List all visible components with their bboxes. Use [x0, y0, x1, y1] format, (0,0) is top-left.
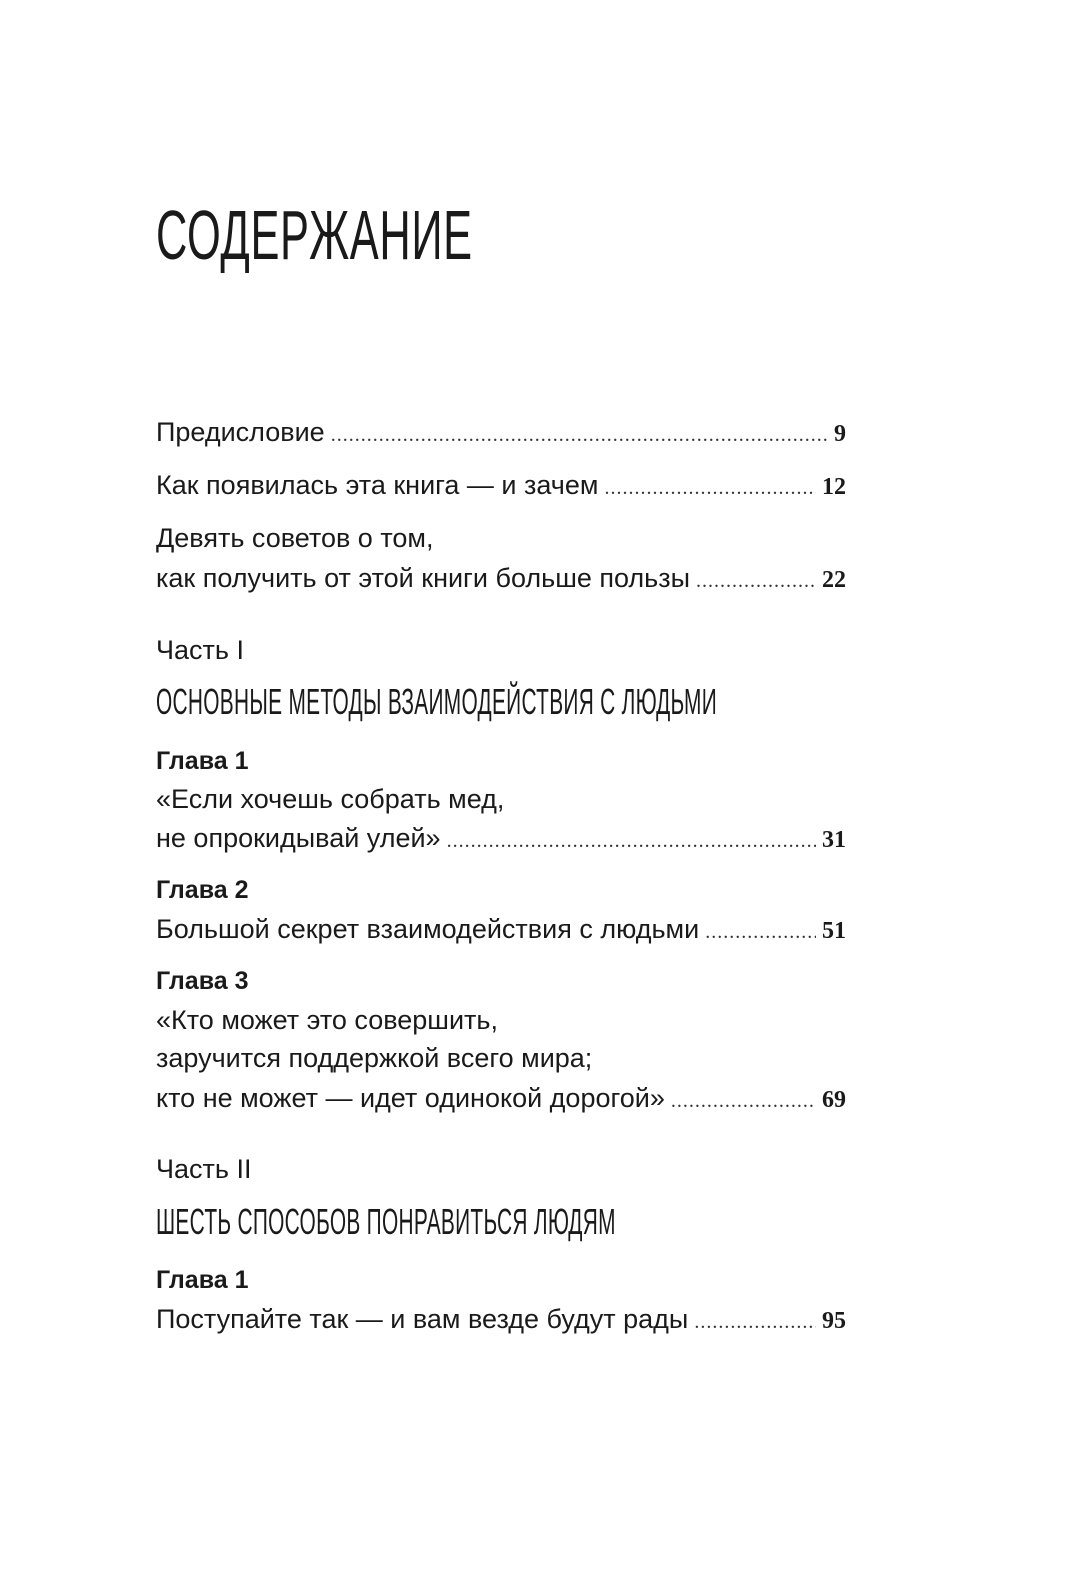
leader-dots	[696, 563, 816, 599]
part-1-chapter-3-label: Глава 3	[156, 967, 249, 995]
toc-entry-how-book-appeared[interactable]	[156, 467, 846, 506]
toc-entry-text: Поступайте так — и вам везде будут рады	[156, 1304, 689, 1334]
toc-page-number: 51	[822, 918, 846, 944]
toc-entry-part-2-chapter-1[interactable]	[156, 1301, 846, 1340]
toc-page-number: 31	[822, 827, 846, 853]
leader-dots	[447, 823, 816, 859]
part-1-chapter-3-line1: «Кто может это совершить,	[156, 1005, 498, 1035]
toc-page-number: 12	[822, 474, 846, 500]
toc-page-number: 69	[822, 1087, 846, 1113]
part-1-title: ОСНОВНЫЕ МЕТОДЫ ВЗАИМОДЕЙСТВИЯ С ЛЮДЬМИ	[156, 681, 718, 722]
toc-entry-text: кто не может — идет одинокой дорогой»	[156, 1083, 665, 1113]
part-2-label: Часть II	[156, 1154, 252, 1184]
toc-entry-text: Как появилась эта книга — и зачем	[156, 470, 599, 500]
toc-entry-part-1-chapter-3[interactable]	[156, 1080, 846, 1119]
toc-entry-part-1-chapter-2[interactable]	[156, 911, 846, 950]
leader-dots	[671, 1083, 816, 1119]
toc-entry-nine-tips[interactable]	[156, 560, 846, 599]
leader-dots	[705, 914, 816, 950]
toc-entry-part-1-chapter-1[interactable]	[156, 820, 846, 859]
toc-page-number: 9	[834, 421, 846, 447]
part-1-chapter-1-line1: «Если хочешь собрать мед,	[156, 784, 505, 814]
part-1-label: Часть I	[156, 635, 244, 665]
leader-dots	[331, 417, 828, 453]
part-2-chapter-1-label: Глава 1	[156, 1266, 249, 1294]
toc-entry-text: Большой секрет взаимодействия с людьми	[156, 914, 700, 944]
toc-page-number: 22	[822, 567, 846, 593]
toc-entry-text: не опрокидывай улей»	[156, 823, 441, 853]
page-title: СОДЕРЖАНИЕ	[156, 196, 473, 274]
toc-page-number: 95	[822, 1308, 846, 1334]
toc-entry-preface[interactable]	[156, 414, 846, 453]
toc-entry-text: как получить от этой книги больше пользы	[156, 563, 691, 593]
toc-entry-text: Предисловие	[156, 417, 325, 447]
part-1-chapter-2-label: Глава 2	[156, 876, 249, 904]
toc-entry-nine-tips-line1: Девять советов о том,	[156, 523, 434, 553]
part-2-title: ШЕСТЬ СПОСОБОВ ПОНРАВИТЬСЯ ЛЮДЯМ	[156, 1201, 616, 1242]
part-1-chapter-1-label: Глава 1	[156, 747, 249, 775]
leader-dots	[604, 470, 816, 506]
leader-dots	[694, 1304, 816, 1340]
part-1-chapter-3-line2: заручится поддержкой всего мира;	[156, 1043, 593, 1073]
